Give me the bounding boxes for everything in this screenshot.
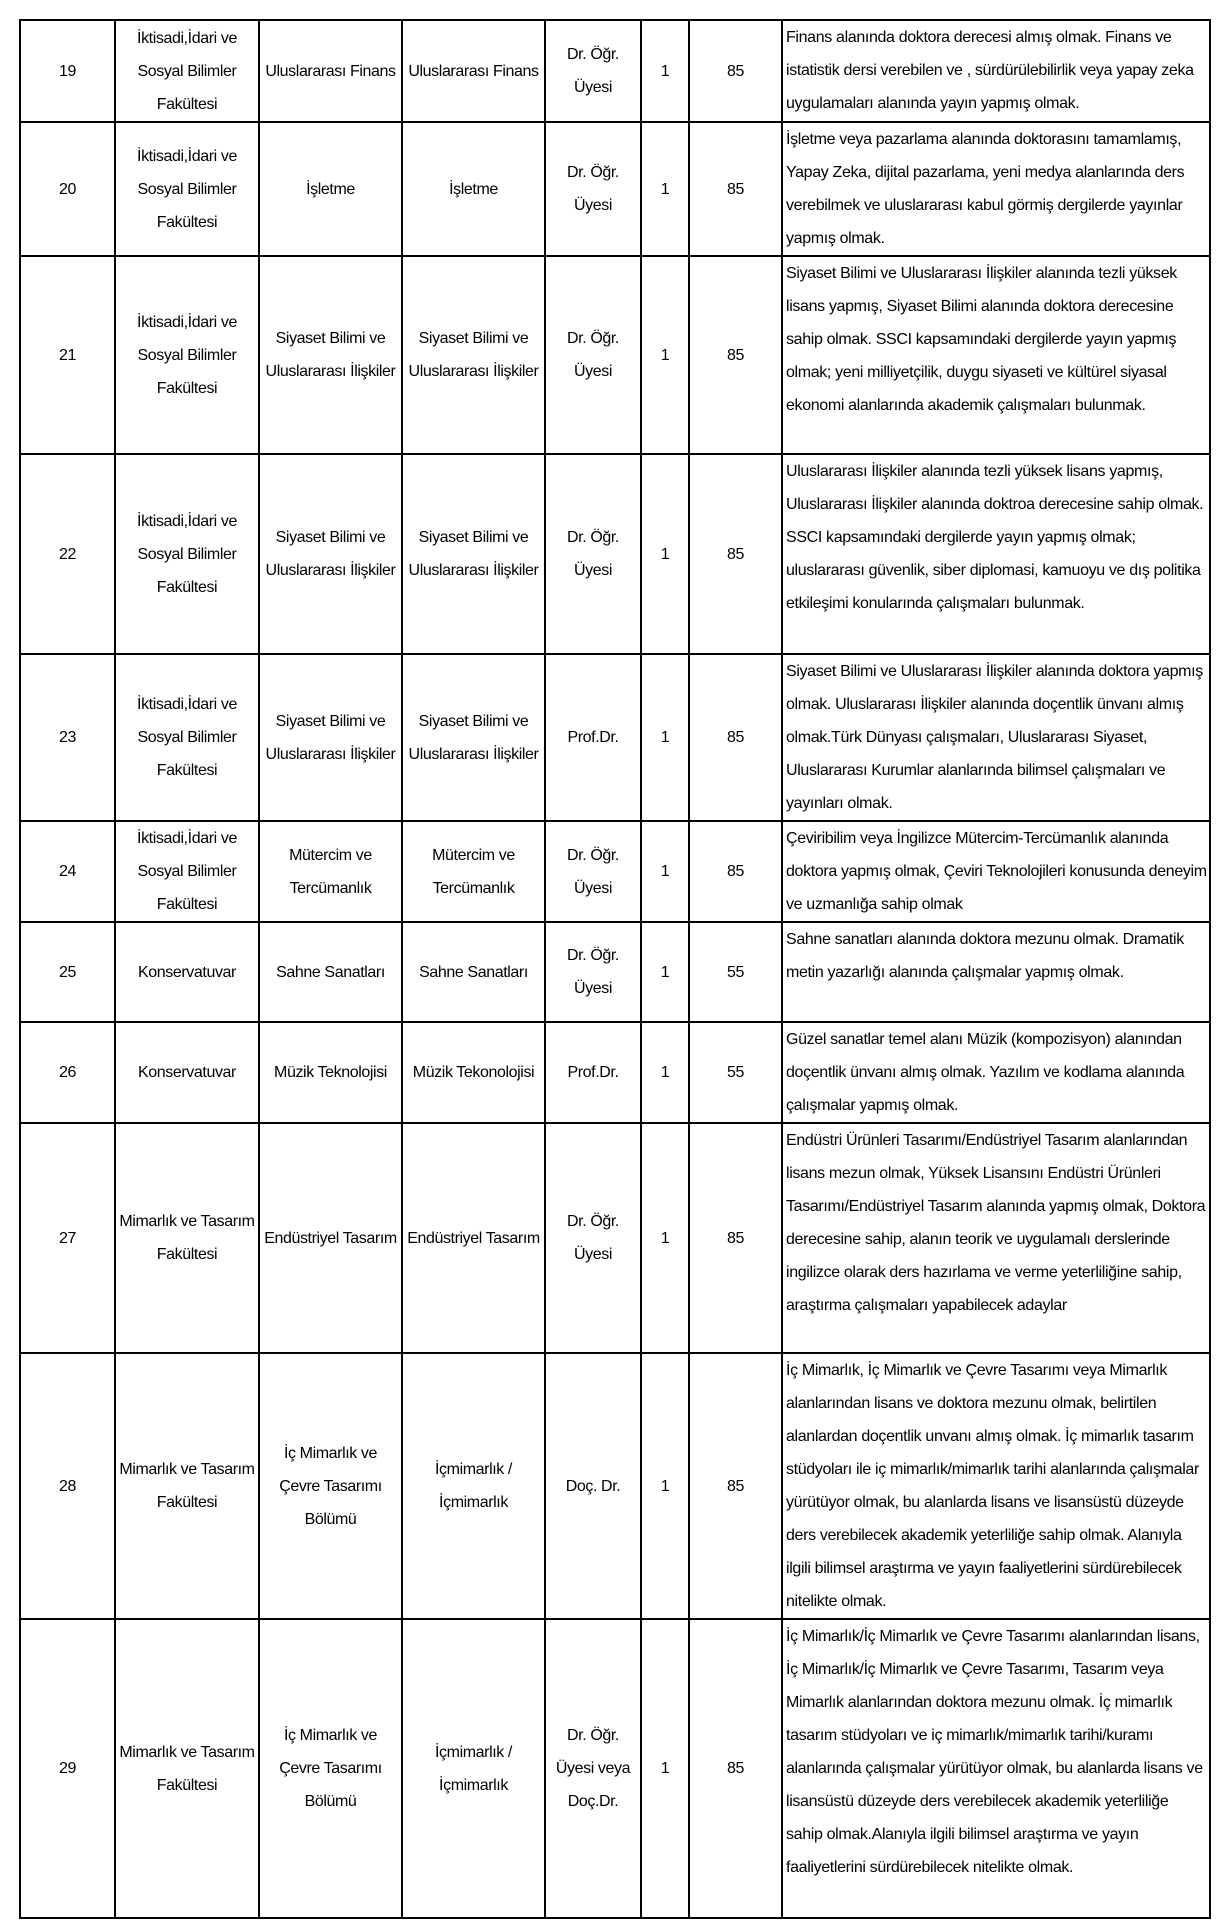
cell-department: İç Mimarlık ve Çevre Tasarımı Bölümü — [259, 1353, 402, 1619]
cell-description: İç Mimarlık, İç Mimarlık ve Çevre Tasarımı veya Mimarlık alanlarından lisans ve doktora mezunu olmak, belirtilen alanlardan doçentlik unvanı almış olmak. İç mimarlık tasarım stüdyoları ile iç mimarlık/mimarlık tarihi alanlarında çalışmalar yürütüyor olmak, bu alanlarda lisans ve lisansüstü düzeyde ders verebilecek akademik yeterliliğe sahip olmak. Alanıyla ilgili bilimsel araştırma ve yayın faaliyetlerini sürdürebilecek nitelikte olmak. — [782, 1353, 1210, 1619]
cell-no: 25 — [20, 922, 115, 1022]
cell-count: 1 — [641, 1022, 689, 1123]
cell-department: İşletme — [259, 122, 402, 256]
cell-title: Doç. Dr. — [545, 1353, 641, 1619]
cell-title: Dr. Öğr. Üyesi — [545, 20, 641, 122]
cell-field: Mütercim ve Tercümanlık — [402, 821, 545, 922]
cell-title: Dr. Öğr. Üyesi — [545, 122, 641, 256]
cell-faculty: Mimarlık ve Tasarım Fakültesi — [115, 1123, 259, 1353]
cell-title: Dr. Öğr. Üyesi — [545, 821, 641, 922]
cell-score: 85 — [689, 454, 782, 654]
table-row — [20, 454, 1210, 654]
cell-description: Güzel sanatlar temel alanı Müzik (kompozisyon) alanından doçentlik ünvanı almış olmak. Yazılım ve kodlama alanında çalışmalar yapmış olmak. — [782, 1022, 1210, 1123]
cell-title: Dr. Öğr. Üyesi — [545, 256, 641, 454]
cell-department: Siyaset Bilimi ve Uluslararası İlişkiler — [259, 454, 402, 654]
cell-description: Siyaset Bilimi ve Uluslararası İlişkiler alanında tezli yüksek lisans yapmış, Siyaset Bilimi alanında doktora derecesine sahip olmak. SSCI kapsamındaki dergilerde yayın yapmış olmak; yeni milliyetçilik, duygu siyaseti ve kültürel siyasal ekonomi alanlarında akademik çalışmaları bulunmak. — [782, 256, 1210, 454]
cell-field: Endüstriyel Tasarım — [402, 1123, 545, 1353]
cell-field: İçmimarlık / İçmimarlık — [402, 1353, 545, 1619]
cell-department: Müzik Teknolojisi — [259, 1022, 402, 1123]
cell-faculty: Konservatuvar — [115, 922, 259, 1022]
cell-count: 1 — [641, 454, 689, 654]
cell-no: 26 — [20, 1022, 115, 1123]
cell-faculty: İktisadi,İdari ve Sosyal Bilimler Fakültesi — [115, 20, 259, 122]
cell-department: Uluslararası Finans — [259, 20, 402, 122]
cell-count: 1 — [641, 1123, 689, 1353]
cell-faculty: İktisadi,İdari ve Sosyal Bilimler Fakültesi — [115, 821, 259, 922]
cell-field: Siyaset Bilimi ve Uluslararası İlişkiler — [402, 654, 545, 821]
cell-no: 27 — [20, 1123, 115, 1353]
cell-field: İşletme — [402, 122, 545, 256]
cell-title: Dr. Öğr. Üyesi — [545, 1123, 641, 1353]
cell-field: Sahne Sanatları — [402, 922, 545, 1022]
cell-title: Dr. Öğr. Üyesi veya Doç.Dr. — [545, 1619, 641, 1918]
cell-score: 85 — [689, 654, 782, 821]
cell-no: 24 — [20, 821, 115, 922]
table-row — [20, 654, 1210, 821]
cell-field: Müzik Tekonolojisi — [402, 1022, 545, 1123]
table-row — [20, 1123, 1210, 1353]
table-row — [20, 256, 1210, 454]
cell-title: Dr. Öğr. Üyesi — [545, 922, 641, 1022]
cell-description: Uluslararası İlişkiler alanında tezli yüksek lisans yapmış, Uluslararası İlişkiler alanında doktroa derecesine sahip olmak. SSCI kapsamındaki dergilerde yayın yapmış olmak; uluslararası güvenlik, siber diplomasi, kamuoyu ve dış politika etkileşimi konularında çalışmaları bulunmak. — [782, 454, 1210, 654]
cell-department: Siyaset Bilimi ve Uluslararası İlişkiler — [259, 256, 402, 454]
cell-no: 21 — [20, 256, 115, 454]
cell-department: Sahne Sanatları — [259, 922, 402, 1022]
cell-description: İç Mimarlık/İç Mimarlık ve Çevre Tasarımı alanlarından lisans, İç Mimarlık/İç Mimarlık ve Çevre Tasarımı, Tasarım veya Mimarlık alanlarından doktora mezunu olmak. İç mimarlık tasarım stüdyoları ve iç mimarlık/mimarlık tarihi/kuramı alanlarında çalışmalar yürütüyor olmak, bu alanlarda lisans ve lisansüstü düzeyde ders verebilecek akademik yeterliliğe sahip olmak.Alanıyla ilgili bilimsel araştırma ve yayın faaliyetlerini sürdürebilecek nitelikte olmak. — [782, 1619, 1210, 1918]
cell-count: 1 — [641, 1619, 689, 1918]
cell-faculty: İktisadi,İdari ve Sosyal Bilimler Fakültesi — [115, 654, 259, 821]
cell-description: Finans alanında doktora derecesi almış olmak. Finans ve istatistik dersi verebilen ve , sürdürülebilirlik veya yapay zeka uygulamaları alanında yayın yapmış olmak. — [782, 20, 1210, 122]
cell-score: 85 — [689, 20, 782, 122]
cell-score: 85 — [689, 256, 782, 454]
cell-field: Siyaset Bilimi ve Uluslararası İlişkiler — [402, 454, 545, 654]
cell-field: Siyaset Bilimi ve Uluslararası İlişkiler — [402, 256, 545, 454]
cell-faculty: İktisadi,İdari ve Sosyal Bilimler Fakültesi — [115, 454, 259, 654]
cell-faculty: İktisadi,İdari ve Sosyal Bilimler Fakültesi — [115, 256, 259, 454]
cell-no: 29 — [20, 1619, 115, 1918]
cell-no: 22 — [20, 454, 115, 654]
table-row — [20, 1353, 1210, 1619]
cell-title: Dr. Öğr. Üyesi — [545, 454, 641, 654]
cell-description: Endüstri Ürünleri Tasarımı/Endüstriyel Tasarım alanlarından lisans mezun olmak, Yüksek Lisansını Endüstri Ürünleri Tasarımı/Endüstriyel Tasarım alanında yapmış olmak, Doktora derecesine sahip, alanın teorik ve uygulamalı derslerinde ingilizce olarak ders hazırlama ve verme yeterliliğine sahip, araştırma çalışmaları yapabilecek adaylar — [782, 1123, 1210, 1353]
cell-description: Çeviribilim veya İngilizce Mütercim-Tercümanlık alanında doktora yapmış olmak, Çeviri Teknolojileri konusunda deneyim ve uzmanlığa sahip olmak — [782, 821, 1210, 922]
table-row — [20, 122, 1210, 256]
cell-title: Prof.Dr. — [545, 1022, 641, 1123]
cell-count: 1 — [641, 256, 689, 454]
cell-score: 85 — [689, 1123, 782, 1353]
cell-score: 55 — [689, 1022, 782, 1123]
cell-faculty: Mimarlık ve Tasarım Fakültesi — [115, 1353, 259, 1619]
cell-count: 1 — [641, 922, 689, 1022]
cell-count: 1 — [641, 821, 689, 922]
cell-faculty: Konservatuvar — [115, 1022, 259, 1123]
cell-field: Uluslararası Finans — [402, 20, 545, 122]
cell-score: 85 — [689, 821, 782, 922]
cell-description: İşletme veya pazarlama alanında doktorasını tamamlamış, Yapay Zeka, dijital pazarlama, yeni medya alanlarında ders verebilmek ve uluslararası kabul görmiş dergilerde yayınlar yapmış olmak. — [782, 122, 1210, 256]
cell-department: Siyaset Bilimi ve Uluslararası İlişkiler — [259, 654, 402, 821]
table-row — [20, 922, 1210, 1022]
cell-no: 23 — [20, 654, 115, 821]
table-row — [20, 1619, 1210, 1918]
cell-description: Sahne sanatları alanında doktora mezunu olmak. Dramatik metin yazarlığı alanında çalışmalar yapmış olmak. — [782, 922, 1210, 1022]
cell-department: İç Mimarlık ve Çevre Tasarımı Bölümü — [259, 1619, 402, 1918]
cell-score: 85 — [689, 1619, 782, 1918]
cell-department: Mütercim ve Tercümanlık — [259, 821, 402, 922]
table-row — [20, 821, 1210, 922]
cell-no: 19 — [20, 20, 115, 122]
cell-department: Endüstriyel Tasarım — [259, 1123, 402, 1353]
cell-score: 55 — [689, 922, 782, 1022]
cell-score: 85 — [689, 122, 782, 256]
cell-count: 1 — [641, 122, 689, 256]
table-row — [20, 20, 1210, 122]
cell-faculty: İktisadi,İdari ve Sosyal Bilimler Fakültesi — [115, 122, 259, 256]
cell-count: 1 — [641, 20, 689, 122]
cell-title: Prof.Dr. — [545, 654, 641, 821]
positions-table — [19, 19, 1211, 1919]
cell-count: 1 — [641, 1353, 689, 1619]
table-row — [20, 1022, 1210, 1123]
cell-faculty: Mimarlık ve Tasarım Fakültesi — [115, 1619, 259, 1918]
cell-field: İçmimarlık / İçmimarlık — [402, 1619, 545, 1918]
cell-description: Siyaset Bilimi ve Uluslararası İlişkiler alanında doktora yapmış olmak. Uluslararası İlişkiler alanında doçentlik ünvanı almış olmak.Türk Dünyası çalışmaları, Uluslararası Siyaset, Uluslararası Kurumlar alanlarında bilimsel çalışmaları ve yayınları olmak. — [782, 654, 1210, 821]
cell-no: 28 — [20, 1353, 115, 1619]
cell-score: 85 — [689, 1353, 782, 1619]
cell-count: 1 — [641, 654, 689, 821]
cell-no: 20 — [20, 122, 115, 256]
